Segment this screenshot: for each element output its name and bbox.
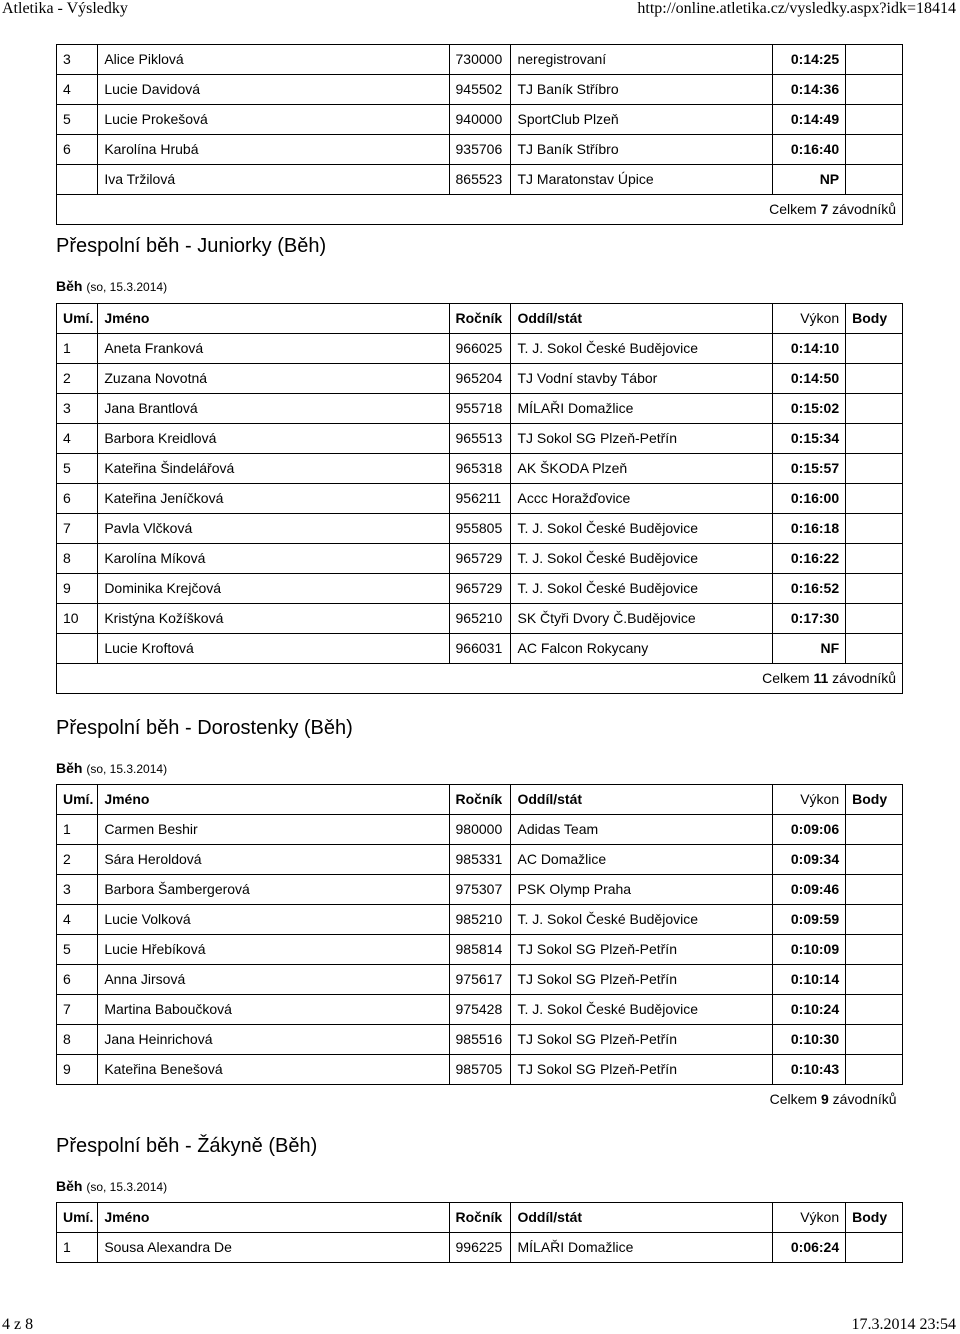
col-header-perf: Výkon [772, 785, 845, 815]
birth-code: 940000 [449, 105, 511, 135]
section-title: Přespolní běh - Dorostenky (Běh) [56, 717, 353, 739]
col-header-club: Oddíl/stát [511, 1203, 772, 1233]
birth-code: 865523 [449, 165, 511, 195]
place-cell: 4 [57, 424, 98, 454]
club-name: SportClub Plzeň [511, 105, 772, 135]
performance: 0:09:59 [772, 905, 845, 935]
points-cell [846, 935, 903, 965]
birth-code: 996225 [449, 1233, 511, 1263]
club-name: AK ŠKODA Plzeň [511, 454, 772, 484]
place-cell: 6 [57, 135, 98, 165]
birth-code: 975428 [449, 995, 511, 1025]
birth-code: 956211 [449, 484, 511, 514]
performance: 0:14:49 [772, 105, 845, 135]
table-row [57, 604, 903, 634]
performance: 0:16:00 [772, 484, 845, 514]
performance: 0:15:02 [772, 394, 845, 424]
total-count: Celkem 9 závodníků [769, 1091, 897, 1107]
club-name: Accc Horažďovice [511, 484, 772, 514]
athlete-name: Lucie Davidová [98, 75, 449, 105]
club-name: AC Falcon Rokycany [511, 634, 772, 664]
table-row [57, 875, 903, 905]
col-header-points: Body [846, 1203, 903, 1233]
performance: 0:06:24 [772, 1233, 845, 1263]
place-cell [57, 165, 98, 195]
club-name: TJ Baník Stříbro [511, 75, 772, 105]
points-cell [846, 875, 903, 905]
col-header-name: Jméno [98, 304, 449, 334]
club-name: TJ Sokol SG Plzeň-Petřín [511, 1055, 772, 1085]
total-row [57, 664, 903, 694]
birth-code: 966031 [449, 634, 511, 664]
points-cell [846, 905, 903, 935]
place-cell: 9 [57, 1055, 98, 1085]
athlete-name: Pavla Vlčková [98, 514, 449, 544]
place-cell: 3 [57, 45, 98, 75]
performance: 0:14:10 [772, 334, 845, 364]
birth-code: 965729 [449, 574, 511, 604]
athlete-name: Kateřina Benešová [98, 1055, 449, 1085]
performance: 0:16:52 [772, 574, 845, 604]
total-row [57, 1085, 903, 1115]
total-count: Celkem 7 závodníků [57, 195, 903, 225]
points-cell [846, 514, 903, 544]
col-header-perf: Výkon [772, 1203, 845, 1233]
table-row [57, 995, 903, 1025]
birth-code: 730000 [449, 45, 511, 75]
table-row [57, 544, 903, 574]
points-cell [846, 135, 903, 165]
col-header-name: Jméno [98, 785, 449, 815]
athlete-name: Lucie Volková [98, 905, 449, 935]
points-cell [846, 334, 903, 364]
place-cell: 4 [57, 905, 98, 935]
performance: 0:16:22 [772, 544, 845, 574]
table-row [57, 105, 903, 135]
performance: 0:09:34 [772, 845, 845, 875]
birth-code: 965210 [449, 604, 511, 634]
table-row [57, 634, 903, 664]
table-row [57, 45, 903, 75]
club-name: T. J. Sokol České Budějovice [511, 334, 772, 364]
birth-code: 965204 [449, 364, 511, 394]
results-table-continued [56, 44, 903, 225]
club-name: TJ Sokol SG Plzeň-Petřín [511, 1025, 772, 1055]
points-cell [846, 75, 903, 105]
athlete-name: Carmen Beshir [98, 815, 449, 845]
club-name: PSK Olymp Praha [511, 875, 772, 905]
table-row [57, 935, 903, 965]
points-cell [846, 165, 903, 195]
birth-code: 966025 [449, 334, 511, 364]
club-name: AC Domažlice [511, 845, 772, 875]
birth-code: 965318 [449, 454, 511, 484]
place-cell: 7 [57, 995, 98, 1025]
print-header-title: Atletika - Výsledky [2, 0, 128, 17]
birth-code: 945502 [449, 75, 511, 105]
place-cell: 7 [57, 514, 98, 544]
points-cell [846, 454, 903, 484]
table-header-row [57, 1203, 903, 1233]
place-cell: 8 [57, 544, 98, 574]
table-row [57, 424, 903, 454]
athlete-name: Lucie Kroftová [98, 634, 449, 664]
athlete-name: Zuzana Novotná [98, 364, 449, 394]
club-name: TJ Sokol SG Plzeň-Petřín [511, 424, 772, 454]
athlete-name: Sousa Alexandra De [98, 1233, 449, 1263]
performance: 0:10:09 [772, 935, 845, 965]
col-header-points: Body [846, 785, 903, 815]
points-cell [846, 815, 903, 845]
athlete-name: Lucie Prokešová [98, 105, 449, 135]
performance: NP [772, 165, 845, 195]
performance: 0:14:50 [772, 364, 845, 394]
birth-code: 985814 [449, 935, 511, 965]
table-row [57, 574, 903, 604]
col-header-year: Ročník [449, 785, 511, 815]
table-row [57, 1233, 903, 1263]
athlete-name: Alice Piklová [98, 45, 449, 75]
section-title: Přespolní běh - Juniorky (Běh) [56, 235, 327, 257]
place-cell: 5 [57, 935, 98, 965]
birth-code: 965513 [449, 424, 511, 454]
table-row [57, 75, 903, 105]
athlete-name: Sára Heroldová [98, 845, 449, 875]
table-row [57, 1025, 903, 1055]
event-subtitle: Běh (so, 15.3.2014) [56, 1178, 168, 1194]
club-name: T. J. Sokol České Budějovice [511, 514, 772, 544]
points-cell [846, 484, 903, 514]
performance: 0:10:43 [772, 1055, 845, 1085]
performance: 0:10:24 [772, 995, 845, 1025]
club-name: MÍLAŘI Domažlice [511, 1233, 772, 1263]
performance: NF [772, 634, 845, 664]
performance: 0:15:34 [772, 424, 845, 454]
event-subtitle: Běh (so, 15.3.2014) [56, 278, 168, 294]
table-row [57, 484, 903, 514]
place-cell: 1 [57, 1233, 98, 1263]
points-cell [846, 604, 903, 634]
table-row [57, 1055, 903, 1085]
birth-code: 955805 [449, 514, 511, 544]
place-cell: 3 [57, 875, 98, 905]
place-cell: 10 [57, 604, 98, 634]
performance: 0:15:57 [772, 454, 845, 484]
performance: 0:17:30 [772, 604, 845, 634]
col-header-place: Umí. [57, 304, 98, 334]
points-cell [846, 995, 903, 1025]
place-cell: 5 [57, 105, 98, 135]
place-cell: 3 [57, 394, 98, 424]
athlete-name: Iva Tržilová [98, 165, 449, 195]
points-cell [846, 105, 903, 135]
athlete-name: Karolína Míková [98, 544, 449, 574]
place-cell [57, 634, 98, 664]
birth-code: 975617 [449, 965, 511, 995]
points-cell [846, 424, 903, 454]
club-name: T. J. Sokol České Budějovice [511, 544, 772, 574]
birth-code: 935706 [449, 135, 511, 165]
section-title: Přespolní běh - Žákyně (Běh) [56, 1135, 318, 1157]
birth-code: 985516 [449, 1025, 511, 1055]
club-name: TJ Baník Stříbro [511, 135, 772, 165]
birth-code: 955718 [449, 394, 511, 424]
col-header-club: Oddíl/stát [511, 304, 772, 334]
points-cell [846, 1233, 903, 1263]
col-header-year: Ročník [449, 1203, 511, 1233]
points-cell [846, 1025, 903, 1055]
table-header-row [57, 304, 903, 334]
performance: 0:09:46 [772, 875, 845, 905]
athlete-name: Martina Baboučková [98, 995, 449, 1025]
table-row [57, 135, 903, 165]
results-table-zakyne [56, 1202, 903, 1263]
table-row [57, 965, 903, 995]
points-cell [846, 965, 903, 995]
total-row [57, 195, 903, 225]
place-cell: 6 [57, 484, 98, 514]
col-header-name: Jméno [98, 1203, 449, 1233]
birth-code: 985210 [449, 905, 511, 935]
performance: 0:10:14 [772, 965, 845, 995]
place-cell: 9 [57, 574, 98, 604]
athlete-name: Kateřina Šindelářová [98, 454, 449, 484]
points-cell [846, 394, 903, 424]
print-footer-page: 4 z 8 [2, 1316, 34, 1333]
athlete-name: Anna Jirsová [98, 965, 449, 995]
col-header-club: Oddíl/stát [511, 785, 772, 815]
club-name: TJ Maratonstav Úpice [511, 165, 772, 195]
birth-code: 965729 [449, 544, 511, 574]
place-cell: 4 [57, 75, 98, 105]
club-name: TJ Sokol SG Plzeň-Petřín [511, 935, 772, 965]
athlete-name: Jana Heinrichová [98, 1025, 449, 1055]
col-header-year: Ročník [449, 304, 511, 334]
birth-code: 980000 [449, 815, 511, 845]
total-count: Celkem 11 závodníků [57, 664, 903, 694]
performance: 0:10:30 [772, 1025, 845, 1055]
club-name: MÍLAŘI Domažlice [511, 394, 772, 424]
points-cell [846, 634, 903, 664]
table-row [57, 165, 903, 195]
club-name: T. J. Sokol České Budějovice [511, 574, 772, 604]
points-cell [846, 544, 903, 574]
birth-code: 985705 [449, 1055, 511, 1085]
col-header-points: Body [846, 304, 903, 334]
table-row [57, 845, 903, 875]
athlete-name: Aneta Franková [98, 334, 449, 364]
performance: 0:16:40 [772, 135, 845, 165]
place-cell: 1 [57, 815, 98, 845]
place-cell: 1 [57, 334, 98, 364]
table-row [57, 905, 903, 935]
place-cell: 2 [57, 845, 98, 875]
results-table-juniorky [56, 303, 903, 694]
club-name: Adidas Team [511, 815, 772, 845]
place-cell: 5 [57, 454, 98, 484]
place-cell: 6 [57, 965, 98, 995]
print-header-url: http://online.atletika.cz/vysledky.aspx?idk=18414 [637, 0, 956, 17]
club-name: neregistrovaní [511, 45, 772, 75]
club-name: T. J. Sokol České Budějovice [511, 995, 772, 1025]
table-row [57, 364, 903, 394]
performance: 0:16:18 [772, 514, 845, 544]
birth-code: 975307 [449, 875, 511, 905]
birth-code: 985331 [449, 845, 511, 875]
points-cell [846, 45, 903, 75]
table-row [57, 394, 903, 424]
club-name: T. J. Sokol České Budějovice [511, 905, 772, 935]
athlete-name: Karolína Hrubá [98, 135, 449, 165]
club-name: TJ Sokol SG Plzeň-Petřín [511, 965, 772, 995]
athlete-name: Barbora Šambergerová [98, 875, 449, 905]
place-cell: 8 [57, 1025, 98, 1055]
points-cell [846, 1055, 903, 1085]
athlete-name: Kristýna Kožíšková [98, 604, 449, 634]
place-cell: 2 [57, 364, 98, 394]
table-row [57, 815, 903, 845]
results-table-dorostenky [56, 784, 903, 1114]
athlete-name: Barbora Kreidlová [98, 424, 449, 454]
table-row [57, 454, 903, 484]
col-header-place: Umí. [57, 1203, 98, 1233]
table-row [57, 334, 903, 364]
event-subtitle: Běh (so, 15.3.2014) [56, 760, 168, 776]
athlete-name: Dominika Krejčová [98, 574, 449, 604]
col-header-place: Umí. [57, 785, 98, 815]
club-name: SK Čtyři Dvory Č.Budějovice [511, 604, 772, 634]
col-header-perf: Výkon [772, 304, 845, 334]
performance: 0:14:36 [772, 75, 845, 105]
athlete-name: Kateřina Jeníčková [98, 484, 449, 514]
points-cell [846, 364, 903, 394]
performance: 0:09:06 [772, 815, 845, 845]
performance: 0:14:25 [772, 45, 845, 75]
athlete-name: Lucie Hřebíková [98, 935, 449, 965]
athlete-name: Jana Brantlová [98, 394, 449, 424]
club-name: TJ Vodní stavby Tábor [511, 364, 772, 394]
print-footer-datetime: 17.3.2014 23:54 [851, 1316, 956, 1333]
table-row [57, 514, 903, 544]
points-cell [846, 845, 903, 875]
points-cell [846, 574, 903, 604]
table-header-row [57, 785, 903, 815]
